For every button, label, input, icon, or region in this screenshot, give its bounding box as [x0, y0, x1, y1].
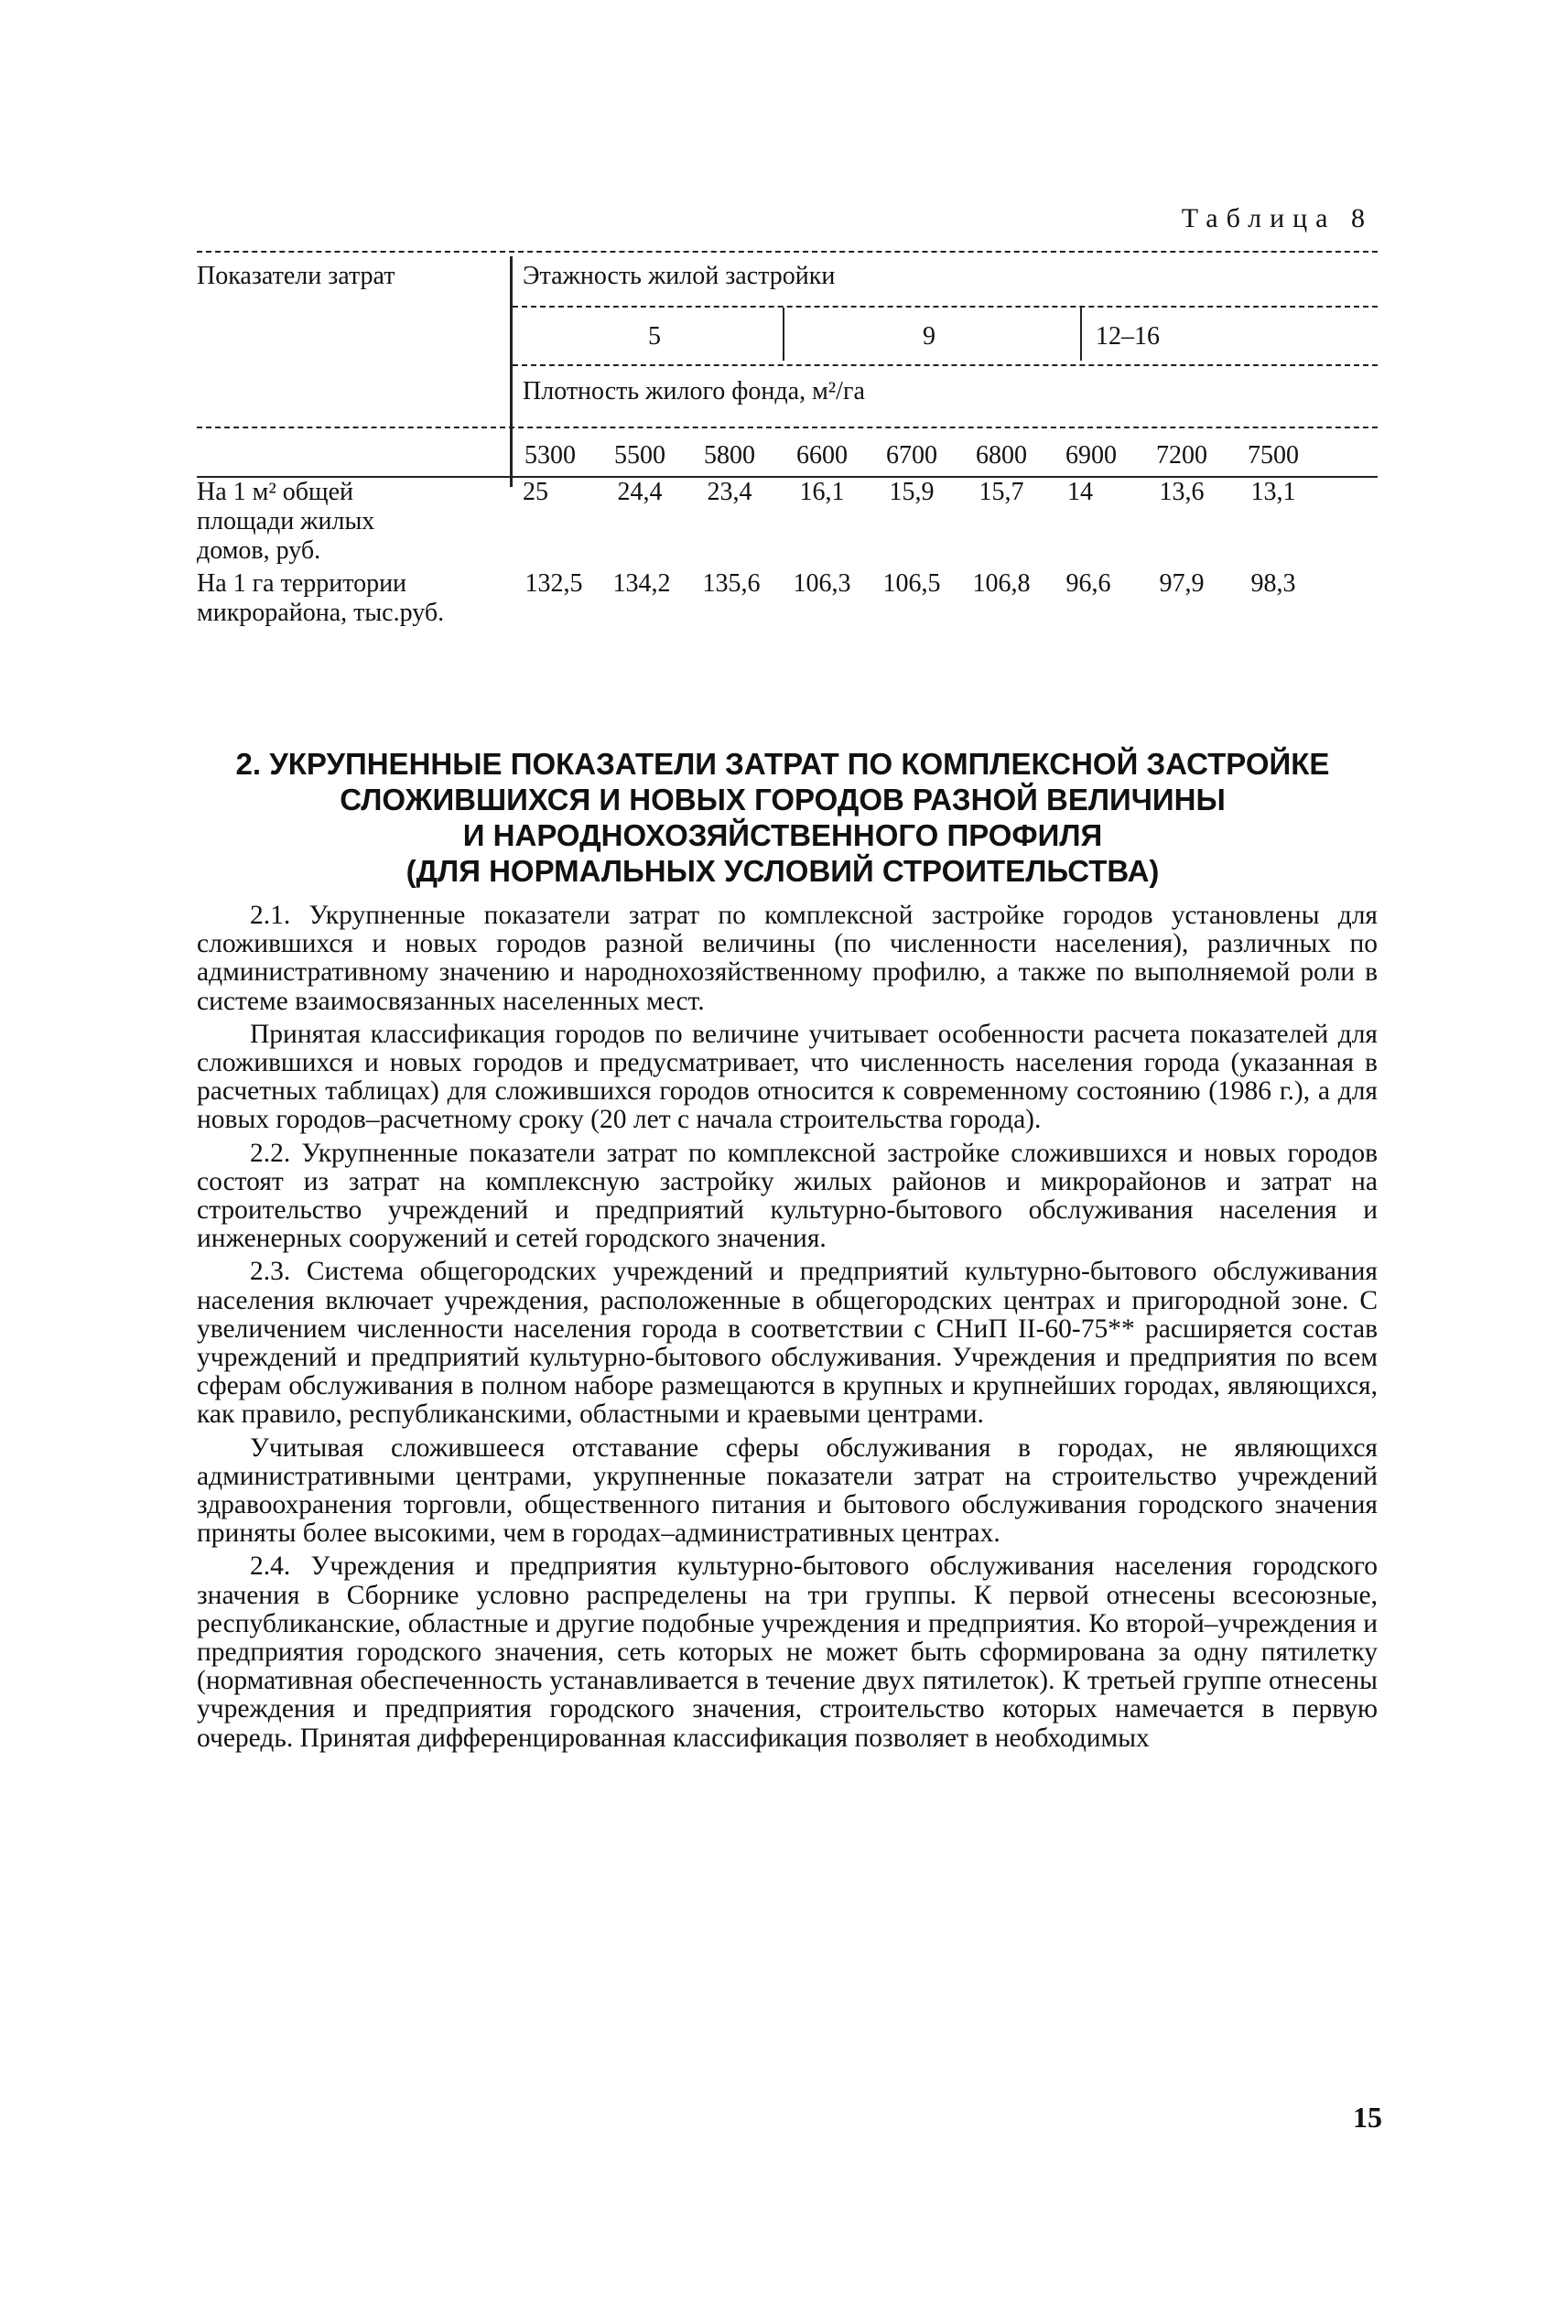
section-heading: [183, 746, 1382, 889]
floor-groups-rule: [513, 364, 1378, 366]
floor-divider-2: [1080, 308, 1082, 361]
header-floors: Этажность жилой застройки: [523, 262, 836, 290]
density-value: 5500: [614, 441, 665, 470]
floor-group-9: 9: [923, 322, 935, 351]
table-cell: 98,3: [1250, 569, 1296, 598]
heading-line: И НАРОДНОХОЗЯЙСТВЕННОГО ПРОФИЛЯ: [462, 818, 1103, 852]
floor-group-5: 5: [648, 322, 661, 351]
table-cell: 16,1: [799, 478, 845, 506]
paragraph: 2.3. Система общегородских учреждений и предприятий культурно-бытового обслуживания населения включает учреждения, расположенные в общегородских центрах и пригородной зоне. С увеличением численности населения города в соответствии с СНиП II-60-75** расширяется состав учреждений и предприятий культурно-бытового обслуживания. Учреждения и предприятия по всем сферам обслуживания в полном наборе размещаются в крупных и крупнейших городах, являющихся, как правило, республиканскими, областными и краевыми центрами.: [197, 1257, 1378, 1430]
paragraph: 2.4. Учреждения и предприятия культурно-бытового обслуживания населения городского значения в Сборнике условно распределены на три группы. К первой отнесены всесоюзные, республиканские, областные и другие подобные учреждения и предприятия. Ко второй–учреждения и предприятия городского значения, сеть которых не может быть сформирована за одну пятилетку (нормативная обеспеченность устанавливается в течение двух пятилеток). К третьей группе отнесены учреждения и предприятия городского значения, строительство которых намечается в первую очередь. Принятая дифференцированная классификация позволяет в необходимых: [197, 1551, 1378, 1753]
table-caption: Таблица 8: [1181, 203, 1373, 233]
header-indicator: Показатели затрат: [197, 262, 395, 290]
density-value: 6800: [976, 441, 1027, 470]
table-cell: 106,5: [882, 569, 941, 598]
floors-rule: [513, 306, 1378, 308]
row-label-line: микрорайона, тыс.руб.: [197, 599, 445, 627]
density-value: 5800: [704, 441, 755, 470]
density-value: 7500: [1248, 441, 1299, 470]
table-cell: 15,7: [979, 478, 1024, 506]
table-cell: 24,4: [617, 478, 663, 506]
density-value: 6600: [796, 441, 848, 470]
table-cell: 14: [1067, 478, 1093, 506]
table-cell: 25: [523, 478, 548, 506]
table-cell: 106,3: [793, 569, 851, 598]
table-cell: 135,6: [702, 569, 761, 598]
table-cell: 13,1: [1250, 478, 1296, 506]
paragraph: Учитывая сложившееся отставание сферы обслуживания в городах, не являющихся административными центрами, укрупненные показатели затрат на строительство учреждений здравоохранения торговли, общественного питания и бытового обслуживания городского значения приняты более высокими, чем в городах–административных центрах.: [197, 1432, 1378, 1549]
row-label-line: На 1 м² общей: [197, 478, 353, 506]
table-cell: 96,6: [1065, 569, 1111, 598]
page-number: 15: [1353, 2101, 1382, 2134]
paragraph: Принятая классификация городов по величине учитывает особенности расчета показателей для сложившихся и новых городов и предусматривает, что численность населения города (указанная в расчетных таблицах) для сложившихся городов относится к современному состоянию (1986 г.), а для новых городов–расчетному сроку (20 лет с начала строительства города).: [197, 1019, 1378, 1135]
table-cell: 97,9: [1159, 569, 1205, 598]
table-cell: 134,2: [612, 569, 671, 598]
table-cell: 106,8: [972, 569, 1031, 598]
paragraph: 2.1. Укрупненные показатели затрат по комплексной застройке городов установлены для сложившихся и новых городов разной величины (по численности населения), различных по административному значению и народнохозяйственному профилю, а также по выполняемой роли в системе взаимосвязанных населенных мест.: [197, 901, 1378, 1016]
row-label-line: площади жилых: [197, 507, 375, 535]
body-text: [197, 902, 1378, 1757]
density-value: 6900: [1065, 441, 1117, 470]
table-cell: 23,4: [707, 478, 752, 506]
table-cell: 132,5: [524, 569, 583, 598]
density-value: 5300: [524, 441, 576, 470]
paragraph: 2.2. Укрупненные показатели затрат по комплексной застройке сложившихся и новых городов состоят из затрат на комплексную застройку жилых районов и микрорайонов и затрат на строительство учреждений и предприятий культурно-бытового обслуживания населения и инженерных сооружений и сетей городского значения.: [197, 1138, 1378, 1254]
density-value: 6700: [886, 441, 937, 470]
row-label-line: На 1 га территории: [197, 569, 407, 598]
heading-line: (ДЛЯ НОРМАЛЬНЫХ УСЛОВИЙ СТРОИТЕЛЬСТВА): [406, 854, 1160, 888]
floor-divider-1: [783, 308, 784, 361]
table-cell: 15,9: [889, 478, 935, 506]
row-label-line: домов, руб.: [197, 536, 321, 565]
table-top-rule: [197, 251, 1378, 253]
table-cell: 13,6: [1159, 478, 1205, 506]
density-rule: [197, 427, 1378, 428]
heading-line: СЛОЖИВШИХСЯ И НОВЫХ ГОРОДОВ РАЗНОЙ ВЕЛИЧИНЫ: [340, 783, 1226, 816]
density-value: 7200: [1156, 441, 1207, 470]
floor-group-12-16: 12–16: [1096, 322, 1160, 351]
heading-line: 2. УКРУПНЕННЫЕ ПОКАЗАТЕЛИ ЗАТРАТ ПО КОМПЛЕКСНОЙ ЗАСТРОЙКЕ: [235, 747, 1330, 781]
header-density: Плотность жилого фонда, м²/га: [523, 377, 865, 405]
cost-indicators-table: [197, 247, 1378, 632]
